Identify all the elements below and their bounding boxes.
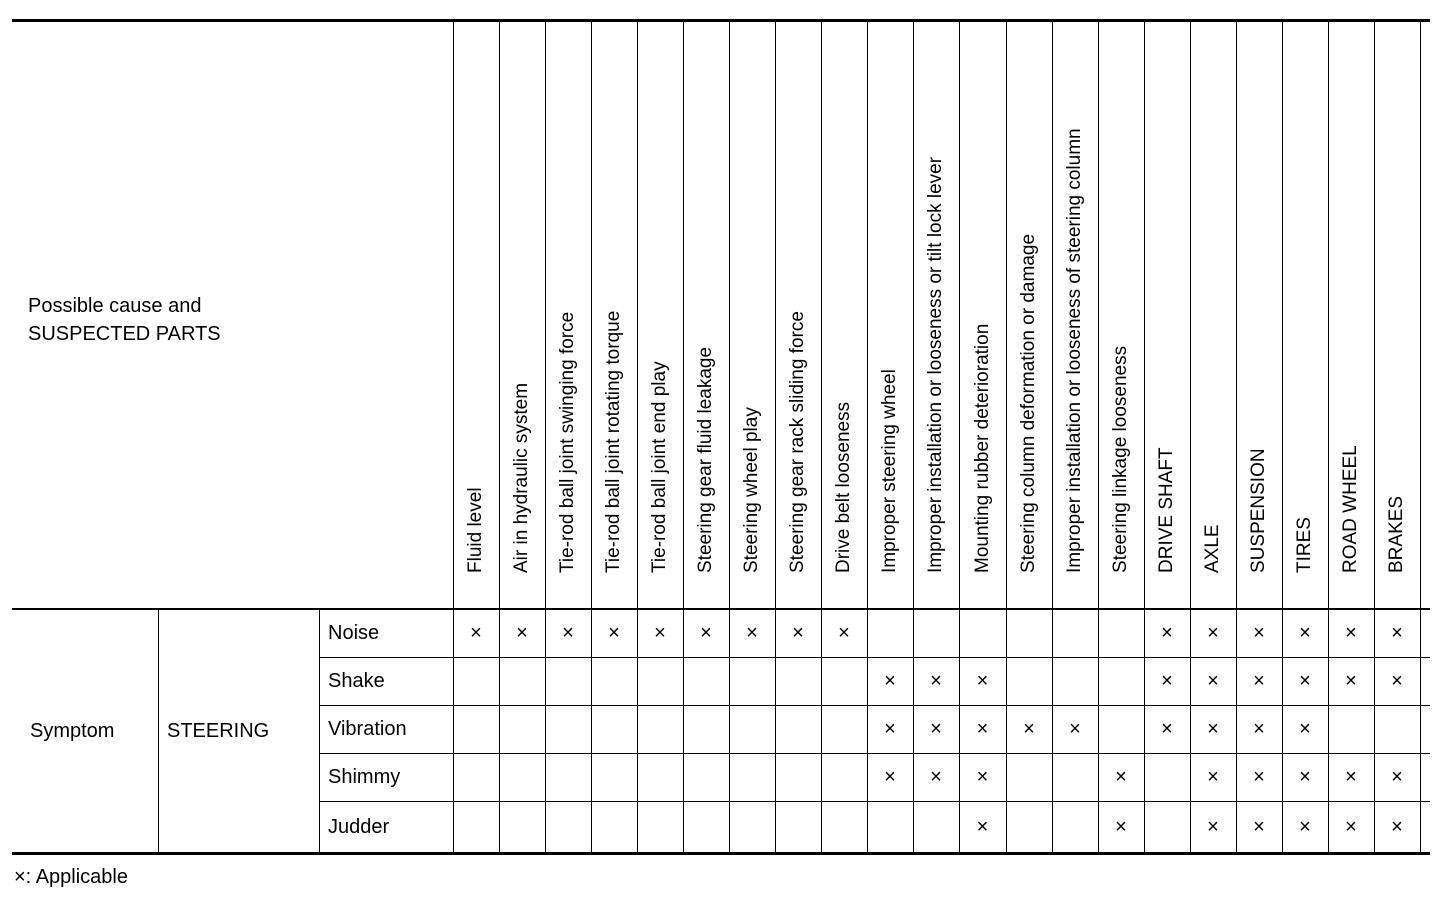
applicable-mark: × — [976, 670, 989, 692]
column-header — [1282, 30, 1328, 595]
column-header-label: TIRES — [1294, 517, 1315, 573]
column-rule — [1420, 19, 1421, 853]
column-header-label: Fluid level — [465, 487, 486, 573]
header-bottom-rule — [12, 608, 1430, 610]
column-header — [775, 30, 821, 595]
applicable-mark: × — [1345, 622, 1357, 644]
legend: ×: Applicable — [14, 866, 128, 888]
applicable-mark: × — [608, 622, 620, 644]
column-header-label: Tie-rod ball joint swinging force — [557, 311, 578, 573]
applicable-mark: × — [1299, 816, 1311, 838]
applicable-mark: × — [1345, 766, 1357, 788]
column-header — [1236, 30, 1282, 595]
applicable-mark: × — [884, 670, 896, 692]
symptom-label: Symptom — [30, 719, 115, 742]
applicable-mark: × — [562, 622, 574, 644]
applicable-mark: × — [1253, 816, 1265, 838]
row-rule — [319, 705, 1430, 706]
applicable-mark: × — [470, 622, 482, 644]
applicable-mark: × — [1069, 718, 1081, 740]
applicable-mark: × — [746, 622, 758, 644]
applicable-mark: × — [1253, 766, 1265, 788]
column-header — [1328, 30, 1374, 595]
header-title — [28, 292, 221, 348]
column-header-label: SUSPENSION — [1248, 448, 1269, 573]
column-header — [591, 30, 637, 595]
applicable-mark: × — [1345, 670, 1357, 692]
applicable-mark: × — [1207, 670, 1219, 692]
applicable-mark: × — [1391, 816, 1403, 838]
applicable-mark: × — [1299, 670, 1311, 692]
column-header — [1144, 30, 1190, 595]
row-rule — [319, 657, 1430, 658]
applicable-mark: × — [1023, 718, 1035, 740]
column-header — [499, 30, 545, 595]
applicable-mark: × — [838, 622, 850, 644]
applicable-mark: × — [930, 718, 942, 740]
column-header — [545, 30, 591, 595]
applicable-mark: × — [1161, 718, 1173, 740]
applicable-mark: × — [976, 766, 989, 788]
applicable-mark: × — [1345, 816, 1357, 838]
column-header-label: Steering wheel play — [741, 407, 762, 573]
applicable-mark: × — [1253, 718, 1265, 740]
row-rule — [319, 801, 1430, 802]
column-header-label: Tie-rod ball joint rotating torque — [603, 310, 624, 573]
applicable-mark: × — [1207, 766, 1219, 788]
column-header — [959, 30, 1006, 595]
column-header-label: AXLE — [1202, 524, 1223, 573]
applicable-mark: × — [1253, 670, 1265, 692]
applicable-mark: × — [1253, 622, 1265, 644]
applicable-mark: × — [1391, 766, 1403, 788]
column-header-label: Improper installation or looseness of steering column — [1064, 128, 1085, 573]
category-label: STEERING — [167, 719, 270, 742]
row-label: Shimmy — [328, 765, 401, 788]
column-header-label: ROAD WHEEL — [1340, 445, 1361, 573]
column-header-label: Steering column deformation or damage — [1018, 233, 1039, 573]
column-header-label: Steering gear rack sliding force — [787, 311, 808, 573]
column-header-label: BRAKES — [1386, 495, 1407, 573]
column-header — [453, 30, 499, 595]
column-header-label: Steering linkage looseness — [1110, 345, 1131, 573]
column-header — [683, 30, 729, 595]
column-header — [913, 30, 959, 595]
applicable-mark: × — [1207, 718, 1219, 740]
applicable-mark: × — [1299, 622, 1311, 644]
column-header-label: Mounting rubber deterioration — [971, 323, 993, 573]
applicable-mark: × — [884, 766, 896, 788]
column-header-label: Steering gear fluid leakage — [695, 346, 716, 573]
column-header — [729, 30, 775, 595]
applicable-mark: × — [1299, 718, 1311, 740]
column-header-label: Drive belt looseness — [833, 401, 854, 573]
applicable-mark: × — [930, 766, 942, 788]
row-label: Shake — [328, 669, 385, 692]
column-header-label: Improper steering wheel — [879, 369, 900, 573]
applicable-mark: × — [976, 718, 989, 740]
row-label: Judder — [328, 815, 390, 838]
column-header — [821, 30, 867, 595]
applicable-mark: × — [1161, 670, 1173, 692]
category-divider — [319, 609, 320, 853]
column-header-label: Air in hydraulic system — [511, 382, 532, 573]
column-header — [1190, 30, 1236, 595]
applicable-mark: × — [1207, 622, 1219, 644]
column-header — [1374, 30, 1420, 595]
column-header-label: Improper installation or looseness or tilt lock lever — [925, 156, 946, 573]
header-title-line1: Possible cause and — [28, 295, 202, 317]
applicable-mark: × — [930, 670, 942, 692]
column-header — [1098, 30, 1144, 595]
header-title-line2: SUSPECTED PARTS — [28, 323, 221, 345]
top-rule — [12, 19, 1430, 22]
applicable-mark: × — [884, 718, 896, 740]
column-header — [1052, 30, 1098, 595]
row-label: Vibration — [328, 717, 407, 740]
bottom-rule — [12, 852, 1430, 855]
row-label: Noise — [328, 621, 380, 644]
applicable-mark: × — [700, 622, 712, 644]
applicable-mark: × — [1115, 816, 1127, 838]
applicable-mark: × — [1299, 766, 1311, 788]
applicable-mark: × — [516, 622, 528, 644]
applicable-mark: × — [654, 622, 666, 644]
applicable-mark: × — [1161, 622, 1173, 644]
applicable-mark: × — [1391, 670, 1403, 692]
column-header-label: Tie-rod ball joint end play — [649, 361, 670, 573]
symptom-divider — [158, 609, 159, 853]
column-header-label: DRIVE SHAFT — [1156, 447, 1177, 573]
applicable-mark: × — [1391, 622, 1403, 644]
applicable-mark: × — [1115, 766, 1127, 788]
column-header — [1006, 30, 1052, 595]
row-rule — [319, 753, 1430, 754]
column-header — [867, 30, 913, 595]
column-header — [637, 30, 683, 595]
applicable-mark: × — [792, 622, 804, 644]
applicable-mark: × — [976, 816, 989, 838]
applicable-mark: × — [1207, 816, 1219, 838]
